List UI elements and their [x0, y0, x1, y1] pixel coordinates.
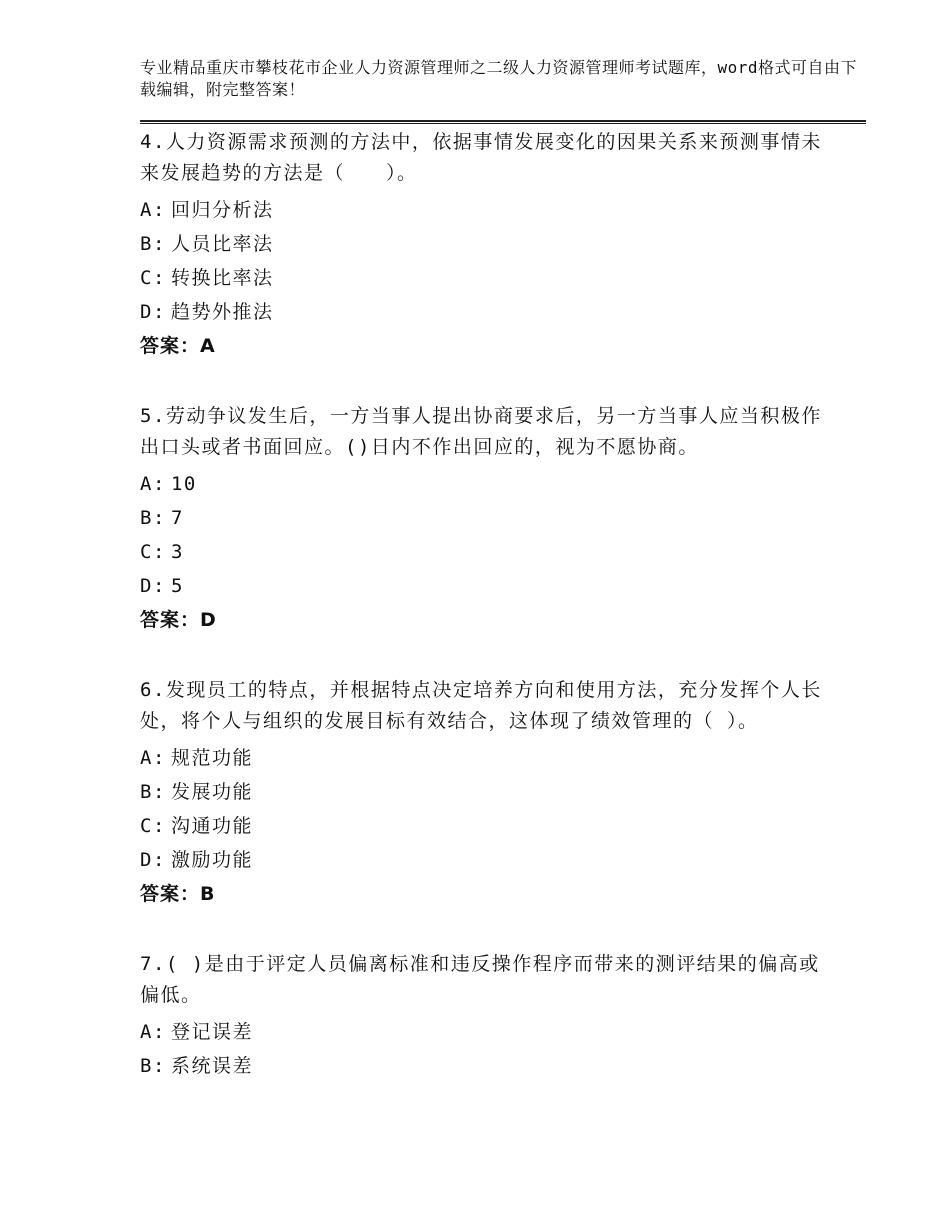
question-5 — [140, 401, 830, 637]
option-letter: C — [140, 267, 153, 289]
question-6 — [140, 675, 830, 911]
option-text: 趋势外推法 — [170, 301, 274, 323]
option-text: 10 — [170, 473, 197, 495]
question-stem: 7.( )是由于评定人员偏离标准和违反操作程序而带来的测评结果的偏高或偏低。 — [140, 953, 820, 1006]
option-text: 发展功能 — [170, 781, 253, 803]
question-stem: 4.人力资源需求预测的方法中，依据事情发展变化的因果关系来预测事情未来发展趋势的方法是（ ）。 — [140, 131, 822, 184]
question-list — [140, 127, 830, 1121]
answer-label: 答案：D — [140, 609, 217, 631]
option-letter: A — [140, 1021, 153, 1043]
option-a: A : 登记误差 — [140, 1015, 830, 1049]
option-letter: A — [140, 473, 153, 495]
header-divider — [140, 120, 866, 124]
option-text: 沟通功能 — [170, 815, 253, 837]
option-c: C : 3 — [140, 535, 830, 569]
option-d: D : 5 — [140, 569, 830, 603]
option-a: A : 回归分析法 — [140, 193, 830, 227]
option-text: 回归分析法 — [170, 199, 274, 221]
option-letter: C — [140, 541, 153, 563]
option-a: A : 规范功能 — [140, 741, 830, 775]
option-letter: D — [140, 849, 153, 871]
option-d: D : 趋势外推法 — [140, 295, 830, 329]
option-text: 3 — [170, 541, 184, 563]
option-text: 转换比率法 — [170, 267, 274, 289]
question-4 — [140, 127, 830, 363]
document-header: 专业精品重庆市攀枝花市企业人力资源管理师之二级人力资源管理师考试题库，word格式可自由下载编辑，附完整答案！ — [140, 58, 858, 99]
option-b: B : 7 — [140, 501, 830, 535]
option-letter: B — [140, 507, 153, 529]
question-stem: 6.发现员工的特点，并根据特点决定培养方向和使用方法，充分发挥个人长处，将个人与组织的发展目标有效结合，这体现了绩效管理的（ ）。 — [140, 679, 822, 732]
option-letter: D — [140, 301, 153, 323]
answer-label: 答案：B — [140, 883, 216, 905]
option-c: C : 转换比率法 — [140, 261, 830, 295]
option-b: B : 人员比率法 — [140, 227, 830, 261]
option-text: 人员比率法 — [170, 233, 274, 255]
option-letter: B — [140, 781, 153, 803]
option-text: 5 — [170, 575, 184, 597]
option-letter: B — [140, 233, 153, 255]
option-letter: A — [140, 199, 153, 221]
option-text: 7 — [170, 507, 184, 529]
option-text: 规范功能 — [170, 747, 253, 769]
option-c: C : 沟通功能 — [140, 809, 830, 843]
option-d: D : 激励功能 — [140, 843, 830, 877]
question-stem: 5.劳动争议发生后，一方当事人提出协商要求后，另一方当事人应当积极作出口头或者书面回应。()日内不作出回应的，视为不愿协商。 — [140, 405, 822, 458]
option-text: 激励功能 — [170, 849, 253, 871]
option-a: A : 10 — [140, 467, 830, 501]
answer-label: 答案：A — [140, 335, 216, 357]
question-7 — [140, 949, 830, 1083]
option-letter: D — [140, 575, 153, 597]
option-letter: B — [140, 1055, 153, 1077]
option-letter: A — [140, 747, 153, 769]
option-text: 登记误差 — [170, 1021, 253, 1043]
option-text: 系统误差 — [170, 1055, 253, 1077]
option-letter: C — [140, 815, 153, 837]
option-b: B : 发展功能 — [140, 775, 830, 809]
option-b: B : 系统误差 — [140, 1049, 830, 1083]
